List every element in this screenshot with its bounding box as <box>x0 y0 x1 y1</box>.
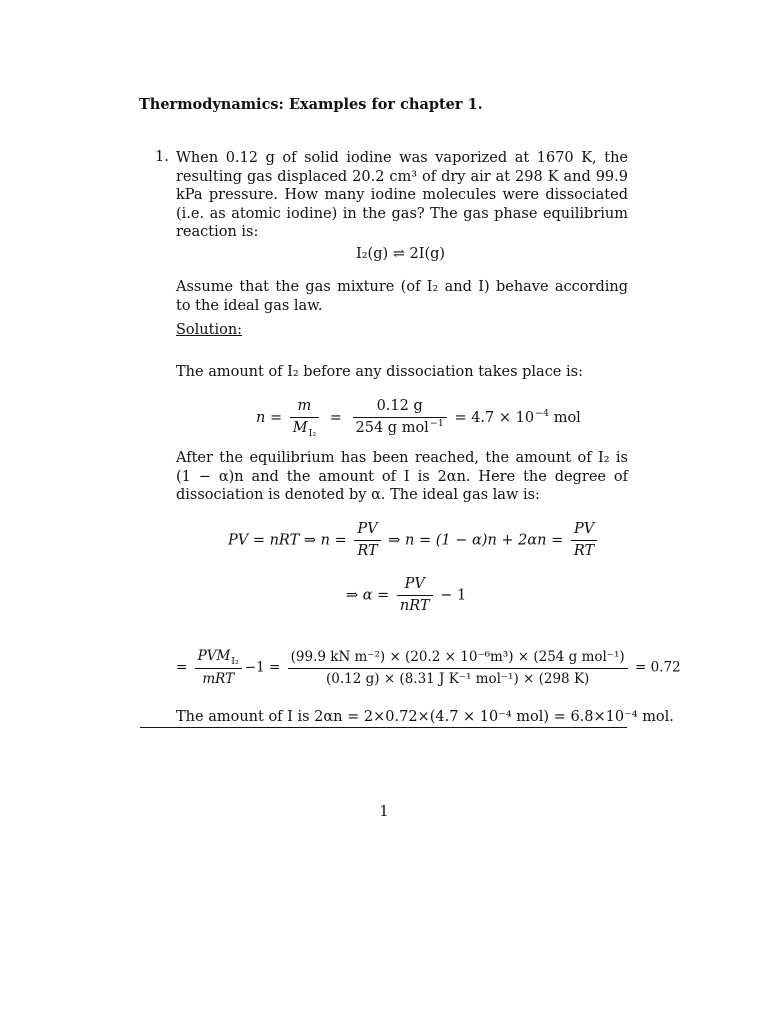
problem-text: When 0.12 g of solid iodine was vaporized at 1670 K, the resulting gas displaced 20.2 cm³ of dry air at 298 K and 99.9 kPa pressure. How many iodine molecules were dissociated (i.e. as atomic iodine) in the gas? The gas phase equilibrium reaction is: <box>176 150 628 240</box>
eq4-f2-denominator: (0.12 g) × (8.31 J K⁻¹ mol⁻¹) × (298 K) <box>326 670 590 687</box>
assumption-text: Assume that the gas mixture (of I₂ and I) behave according to the ideal gas law. <box>176 279 628 314</box>
amount-intro-text: The amount of I₂ before any dissociation takes place is: <box>176 364 583 380</box>
eq1-f2-den-text: 254 g mol <box>355 420 429 436</box>
eq4-fraction-symbolic <box>195 648 242 688</box>
eq2-lhs: PV = nRT ⇒ n = <box>228 532 347 549</box>
eq4-f1-denominator: mRT <box>202 671 235 687</box>
eq1-f1-numerator: m <box>290 398 319 418</box>
page-title: Thermodynamics: Examples for chapter 1. <box>139 96 483 113</box>
page-number: 1 <box>379 804 389 820</box>
eq4-result: = 0.72 <box>634 659 681 676</box>
eq1-f1-denominator <box>290 418 319 438</box>
eq2-f1-numerator: PV <box>354 521 380 541</box>
equation-ideal-gas <box>228 521 600 560</box>
eq4-middle: −1 = <box>244 659 281 676</box>
reaction-equation: I₂(g) ⇌ 2I(g) <box>356 246 446 262</box>
eq2-fraction-1 <box>354 521 380 560</box>
eq2-middle: ⇒ n = (1 − α)n + 2αn = <box>388 532 564 549</box>
eq1-result-unit: mol <box>553 410 581 426</box>
eq1-f1-den-sub: I₂ <box>308 428 317 439</box>
eq2-f2-denominator: RT <box>573 543 595 559</box>
eq4-f1-num-sub: I₂ <box>231 656 239 667</box>
eq3-lhs: ⇒ α = <box>346 587 390 604</box>
eq1-f2-den-sup: −1 <box>429 418 444 429</box>
eq3-denominator: nRT <box>399 598 430 614</box>
list-item-number: 1. <box>155 149 169 165</box>
eq1-f2-numerator: 0.12 g <box>353 398 447 418</box>
eq4-f2-numerator: (99.9 kN m⁻²) × (20.2 × 10⁻⁶m³) × (254 g mol⁻¹) <box>288 649 628 669</box>
equilibrium-text: After the equilibrium has been reached, the amount of I₂ is (1 − α)n and the amount of I is 2αn. Here the degree of dissociation is denoted by α. The ideal gas law is: <box>176 450 628 503</box>
eq1-f1-den-text: M <box>292 420 308 436</box>
eq3-numerator: PV <box>397 576 433 596</box>
eq1-f2-denominator <box>353 418 447 438</box>
equation-amount <box>256 398 581 438</box>
eq2-fraction-2 <box>571 521 597 560</box>
eq1-lhs: n = <box>256 410 283 426</box>
equation-alpha <box>346 576 466 615</box>
eq1-result-exponent: −4 <box>535 408 550 419</box>
solution-label: Solution: <box>176 322 243 338</box>
eq1-equals: = <box>329 410 342 426</box>
eq1-fraction-molar <box>290 398 319 438</box>
eq4-f1-numerator <box>195 648 242 669</box>
conclusion-text: The amount of I is 2αn = 2×0.72×(4.7 × 10⁻⁴ mol) = 6.8×10⁻⁴ mol. <box>176 709 674 725</box>
conclusion-underline <box>140 727 627 728</box>
eq4-lhs: = <box>176 659 188 676</box>
equation-numeric <box>176 648 681 688</box>
eq1-fraction-values <box>353 398 447 438</box>
eq4-fraction-values <box>288 649 628 688</box>
eq2-f2-numerator: PV <box>571 521 597 541</box>
eq4-f1-num-text: PVM <box>197 648 231 664</box>
eq3-fraction <box>397 576 433 615</box>
eq3-rhs: − 1 <box>440 587 467 604</box>
eq2-f1-denominator: RT <box>357 543 378 559</box>
eq1-result: = 4.7 × 10 <box>454 410 535 426</box>
